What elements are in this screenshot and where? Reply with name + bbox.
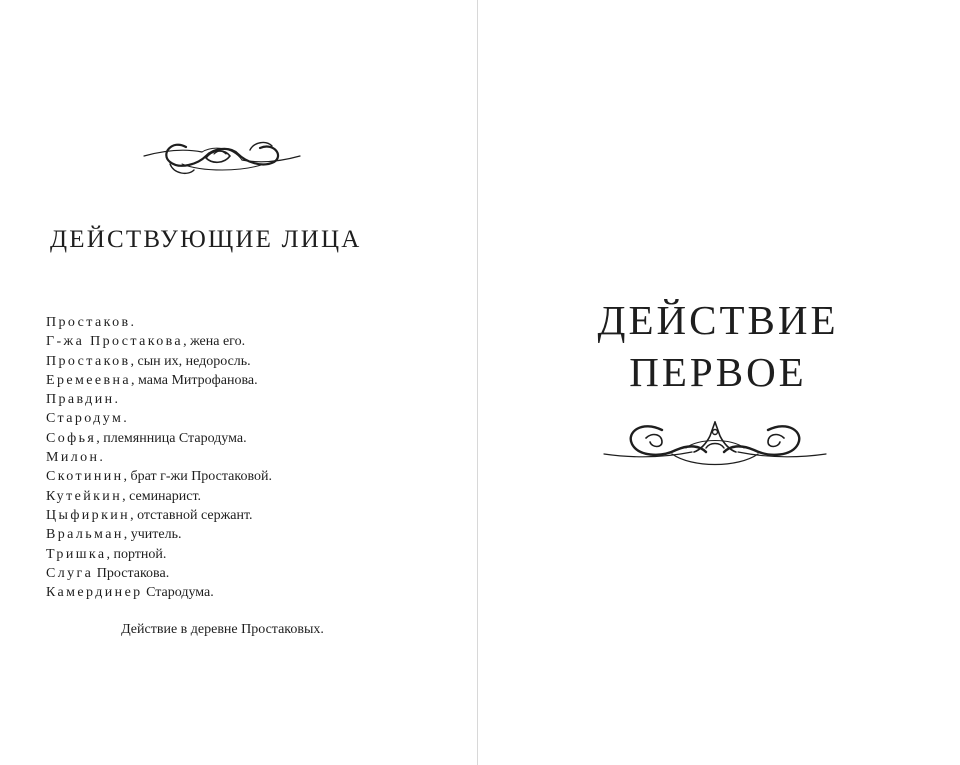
cast-item: [46, 487, 272, 506]
cast-description: , семинарист.: [122, 488, 202, 504]
cast-item: [46, 390, 272, 409]
left-page: [0, 0, 477, 765]
cast-heading: ДЕЙСТВУЮЩИЕ ЛИЦА: [50, 226, 362, 253]
cast-description: , племянница Стародума.: [96, 430, 247, 446]
cast-name: Простаков: [46, 315, 131, 330]
cast-item: [46, 467, 272, 486]
cast-description: Стародума.: [142, 585, 214, 601]
cast-name: Слуга: [46, 565, 94, 581]
cast-name: Г-жа Простакова: [46, 334, 184, 350]
cast-item: [46, 352, 272, 371]
cast-item: [46, 506, 272, 525]
cast-item: [46, 545, 272, 564]
act-title: [478, 294, 958, 398]
cast-name: Вральман: [46, 527, 124, 543]
cast-description: .: [99, 450, 103, 466]
setting-note: Действие в деревне Простаковых.: [121, 622, 324, 637]
cast-name: Простаков: [46, 353, 131, 369]
cast-item: [46, 313, 272, 332]
act-title-line-2: ПЕРВОЕ: [629, 349, 807, 395]
cast-item: [46, 564, 272, 583]
cast-item: [46, 525, 272, 544]
cast-description: , отставной сержант.: [130, 507, 253, 523]
cast-name: Кутейкин: [46, 488, 123, 504]
cast-name: Стародум: [46, 411, 124, 427]
cast-item: [46, 409, 272, 428]
cast-description: .: [114, 392, 118, 408]
flourish-ornament-icon: [602, 414, 828, 476]
cast-item: [46, 448, 272, 467]
cast-description: , сын их, недоросль.: [130, 353, 251, 369]
cast-name: Софья: [46, 430, 97, 446]
cast-name: Цыфиркин: [46, 507, 131, 523]
cast-name: Еремеевна: [46, 372, 131, 388]
cast-name: Скотинин: [46, 469, 124, 485]
flourish-ornament-icon: [142, 134, 302, 180]
cast-item: [46, 371, 272, 390]
cast-name: Тришка: [46, 546, 107, 562]
cast-description: .: [130, 315, 134, 330]
cast-description: , брат г-жи Простаковой.: [123, 469, 272, 485]
cast-description: , портной.: [106, 546, 167, 562]
right-page: [478, 0, 960, 765]
cast-name: Камердинер: [46, 585, 143, 601]
cast-item: [46, 583, 272, 602]
cast-description: , учитель.: [123, 527, 182, 543]
cast-description: , жена его.: [183, 334, 246, 350]
cast-item: [46, 332, 272, 351]
cast-name: Милон: [46, 450, 100, 466]
cast-name: Правдин: [46, 392, 115, 408]
act-title-line-1: ДЕЙСТВИЕ: [597, 297, 839, 343]
cast-item: [46, 429, 272, 448]
cast-description: , мама Митрофанова.: [130, 372, 258, 388]
cast-list: [46, 313, 272, 602]
cast-description: Простакова.: [93, 565, 170, 581]
cast-description: .: [123, 411, 127, 427]
